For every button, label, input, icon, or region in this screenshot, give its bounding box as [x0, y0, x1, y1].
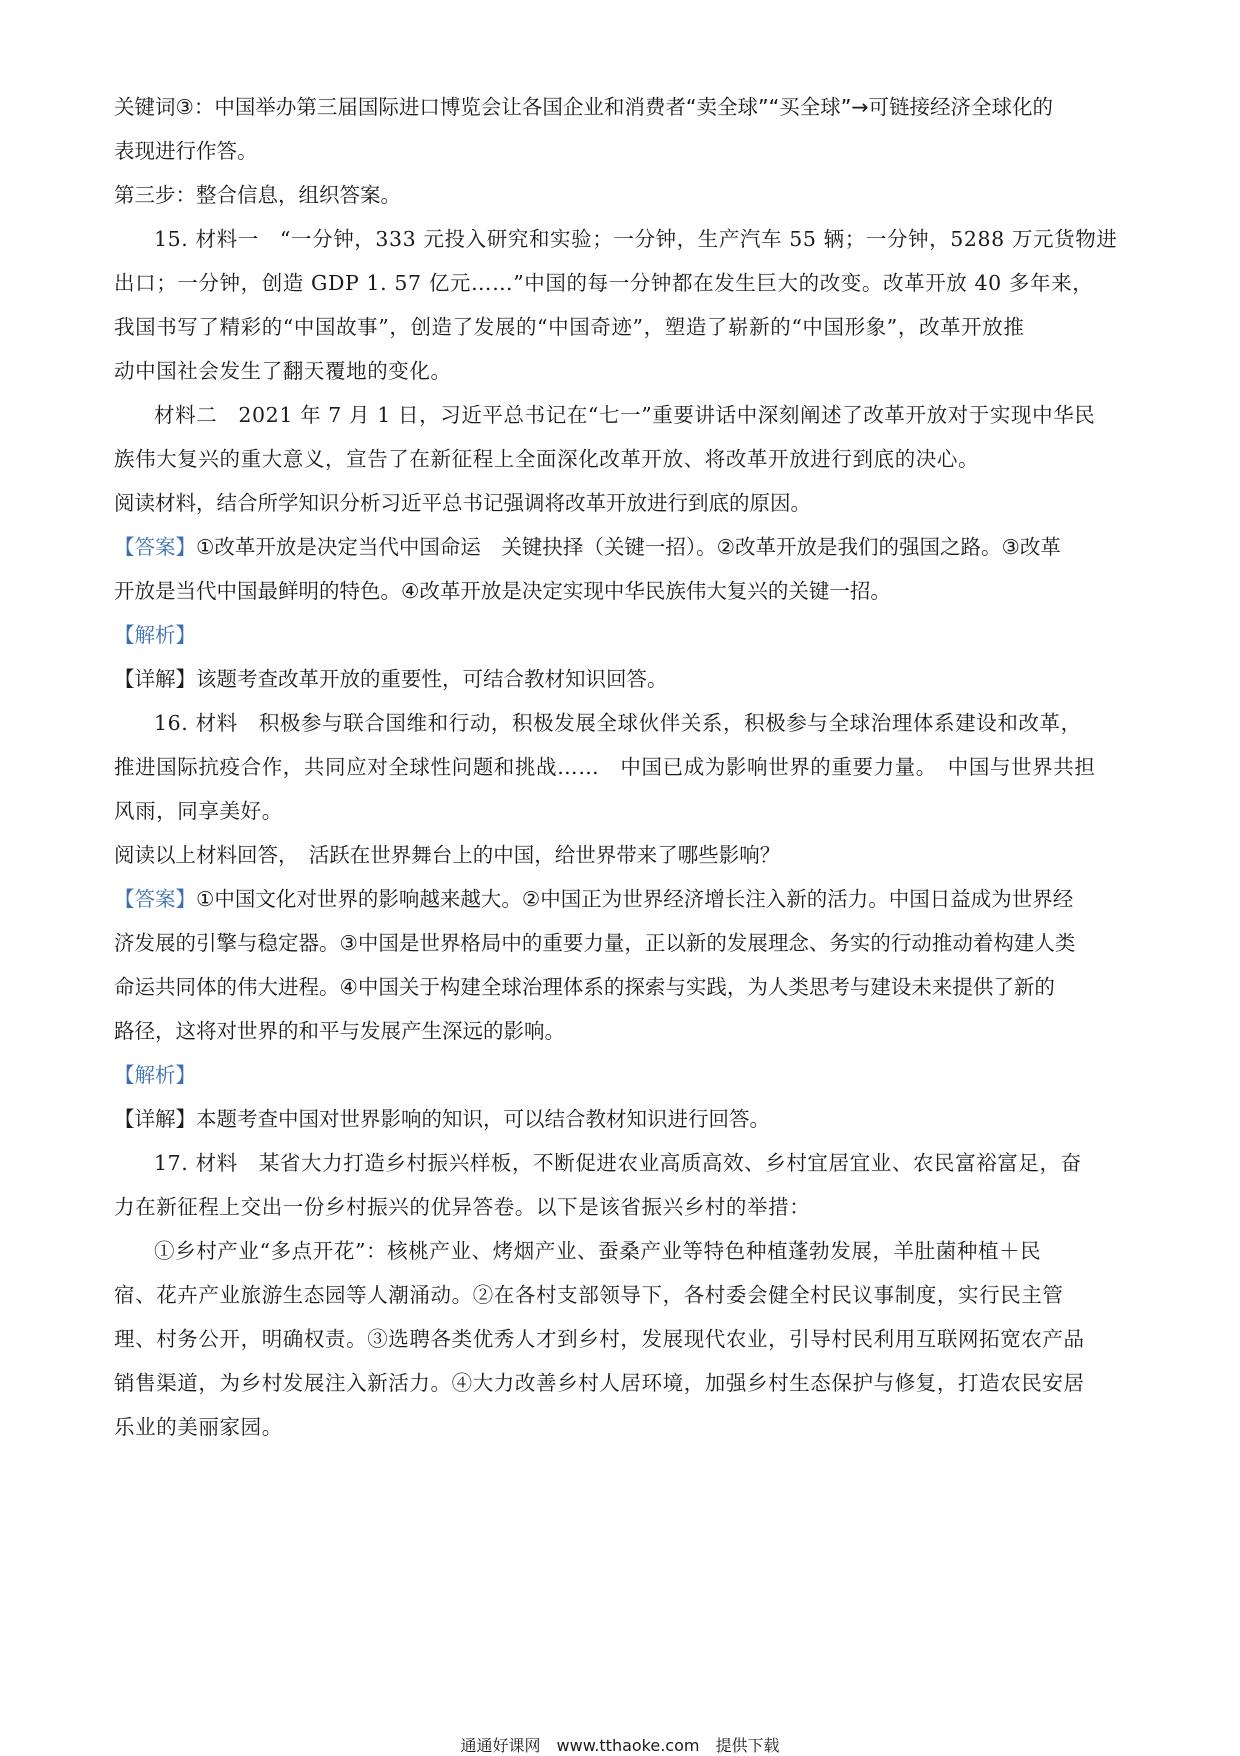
question-16-prompt: 阅读以上材料回答， 活跃在世界舞台上的中国，给世界带来了哪些影响？ — [114, 843, 781, 867]
answer-16-line: 路径，这将对世界的和平与发展产生深远的影响。 — [114, 1019, 565, 1043]
question-17-line: 力在新征程上交出一份乡村振兴的优异答卷。以下是该省振兴乡村的举措： — [114, 1195, 811, 1219]
answer-text: ①改革开放是决定当代中国命运 关键抉择（关键一招）。②改革开放是我们的强国之路。③改革 — [196, 535, 1061, 559]
question-15-prompt: 阅读材料，结合所学知识分析习近平总书记强调将改革开放进行到底的原因。 — [114, 491, 811, 515]
question-17-line: 17. 材料 某省大力打造乡村振兴样板，不断促进农业高质高效、乡村宜居宜业、农民富裕富足，奋 — [154, 1151, 1082, 1175]
text-line: 第三步：整合信息，组织答案。 — [114, 183, 401, 207]
question-17-line: 销售渠道，为乡村发展注入新活力。④大力改善乡村人居环境，加强乡村生态保护与修复，打造农民安居 — [114, 1371, 1085, 1395]
question-17-line: 乐业的美丽家园。 — [114, 1415, 283, 1439]
text-line: 表现进行作答。 — [114, 139, 258, 163]
question-17-line: 宿、花卉产业旅游生态园等人潮涌动。②在各村支部领导下，各村委会健全村民议事制度，实行民主管 — [114, 1283, 1064, 1307]
answer-text: ①中国文化对世界的影响越来越大。②中国正为世界经济增长注入新的活力。中国日益成为世界经 — [196, 887, 1074, 911]
answer-label: 【答案】 — [114, 887, 196, 911]
question-15-line: 我国书写了精彩的“中国故事”，创造了发展的“中国奇迹”，塑造了崭新的“中国形象”，改革开放推 — [114, 315, 1025, 339]
detail-15: 【详解】该题考查改革开放的重要性，可结合教材知识回答。 — [114, 667, 668, 691]
answer-16-line — [114, 884, 1073, 914]
question-16-line: 推进国际抗疫合作，共同应对全球性问题和挑战…… 中国已成为影响世界的重要力量。 中国与世界共担 — [114, 755, 1096, 779]
analysis-label: 【解析】 — [114, 1063, 196, 1087]
question-17-line: ①乡村产业“多点开花”：核桃产业、烤烟产业、蚕桑产业等特色种植蓬勃发展，羊肚菌种植＋民 — [154, 1239, 1042, 1263]
answer-label: 【答案】 — [114, 535, 196, 559]
detail-16: 【详解】本题考查中国对世界影响的知识，可以结合教材知识进行回答。 — [114, 1107, 770, 1131]
answer-15-line: 开放是当代中国最鲜明的特色。④改革开放是决定实现中华民族伟大复兴的关键一招。 — [114, 579, 891, 603]
question-15-line: 材料二 2021 年 7 月 1 日，习近平总书记在“七一”重要讲话中深刻阐述了改革开放对于实现中华民 — [154, 403, 1096, 427]
text-line: 关键词③：中国举办第三届国际进口博览会让各国企业和消费者“卖全球”“买全球”→可链接经济全球化的 — [114, 95, 1054, 119]
question-15-line: 族伟大复兴的重大意义，宣告了在新征程上全面深化改革开放、将改革开放进行到底的决心。 — [114, 447, 980, 471]
question-15-line: 出口；一分钟，创造 GDP 1. 57 亿元……”中国的每一分钟都在发生巨大的改变。改革开放 40 多年来， — [114, 271, 1094, 295]
question-16-line: 风雨，同享美好。 — [114, 799, 283, 823]
footer-credit: 通通好课网 www.tthaoke.com 提供下载 — [460, 1736, 780, 1755]
answer-15-line — [114, 532, 1061, 562]
question-15-line: 15. 材料一 “一分钟，333 元投入研究和实验；一分钟，生产汽车 55 辆；一分钟，5288 万元货物进 — [154, 227, 1118, 251]
question-15-line: 动中国社会发生了翻天覆地的变化。 — [114, 359, 452, 383]
analysis-label: 【解析】 — [114, 623, 196, 647]
question-17-line: 理、村务公开，明确权责。③选聘各类优秀人才到乡村，发展现代农业，引导村民利用互联网拓宽农产品 — [114, 1327, 1085, 1351]
question-16-line: 16. 材料 积极参与联合国维和行动，积极发展全球伙伴关系，积极参与全球治理体系建设和改革， — [154, 711, 1082, 735]
answer-16-line: 命运共同体的伟大进程。④中国关于构建全球治理体系的探索与实践，为人类思考与建设未来提供了新的 — [114, 975, 1055, 999]
answer-16-line: 济发展的引擎与稳定器。③中国是世界格局中的重要力量，正以新的发展理念、务实的行动推动着构建人类 — [114, 931, 1076, 955]
